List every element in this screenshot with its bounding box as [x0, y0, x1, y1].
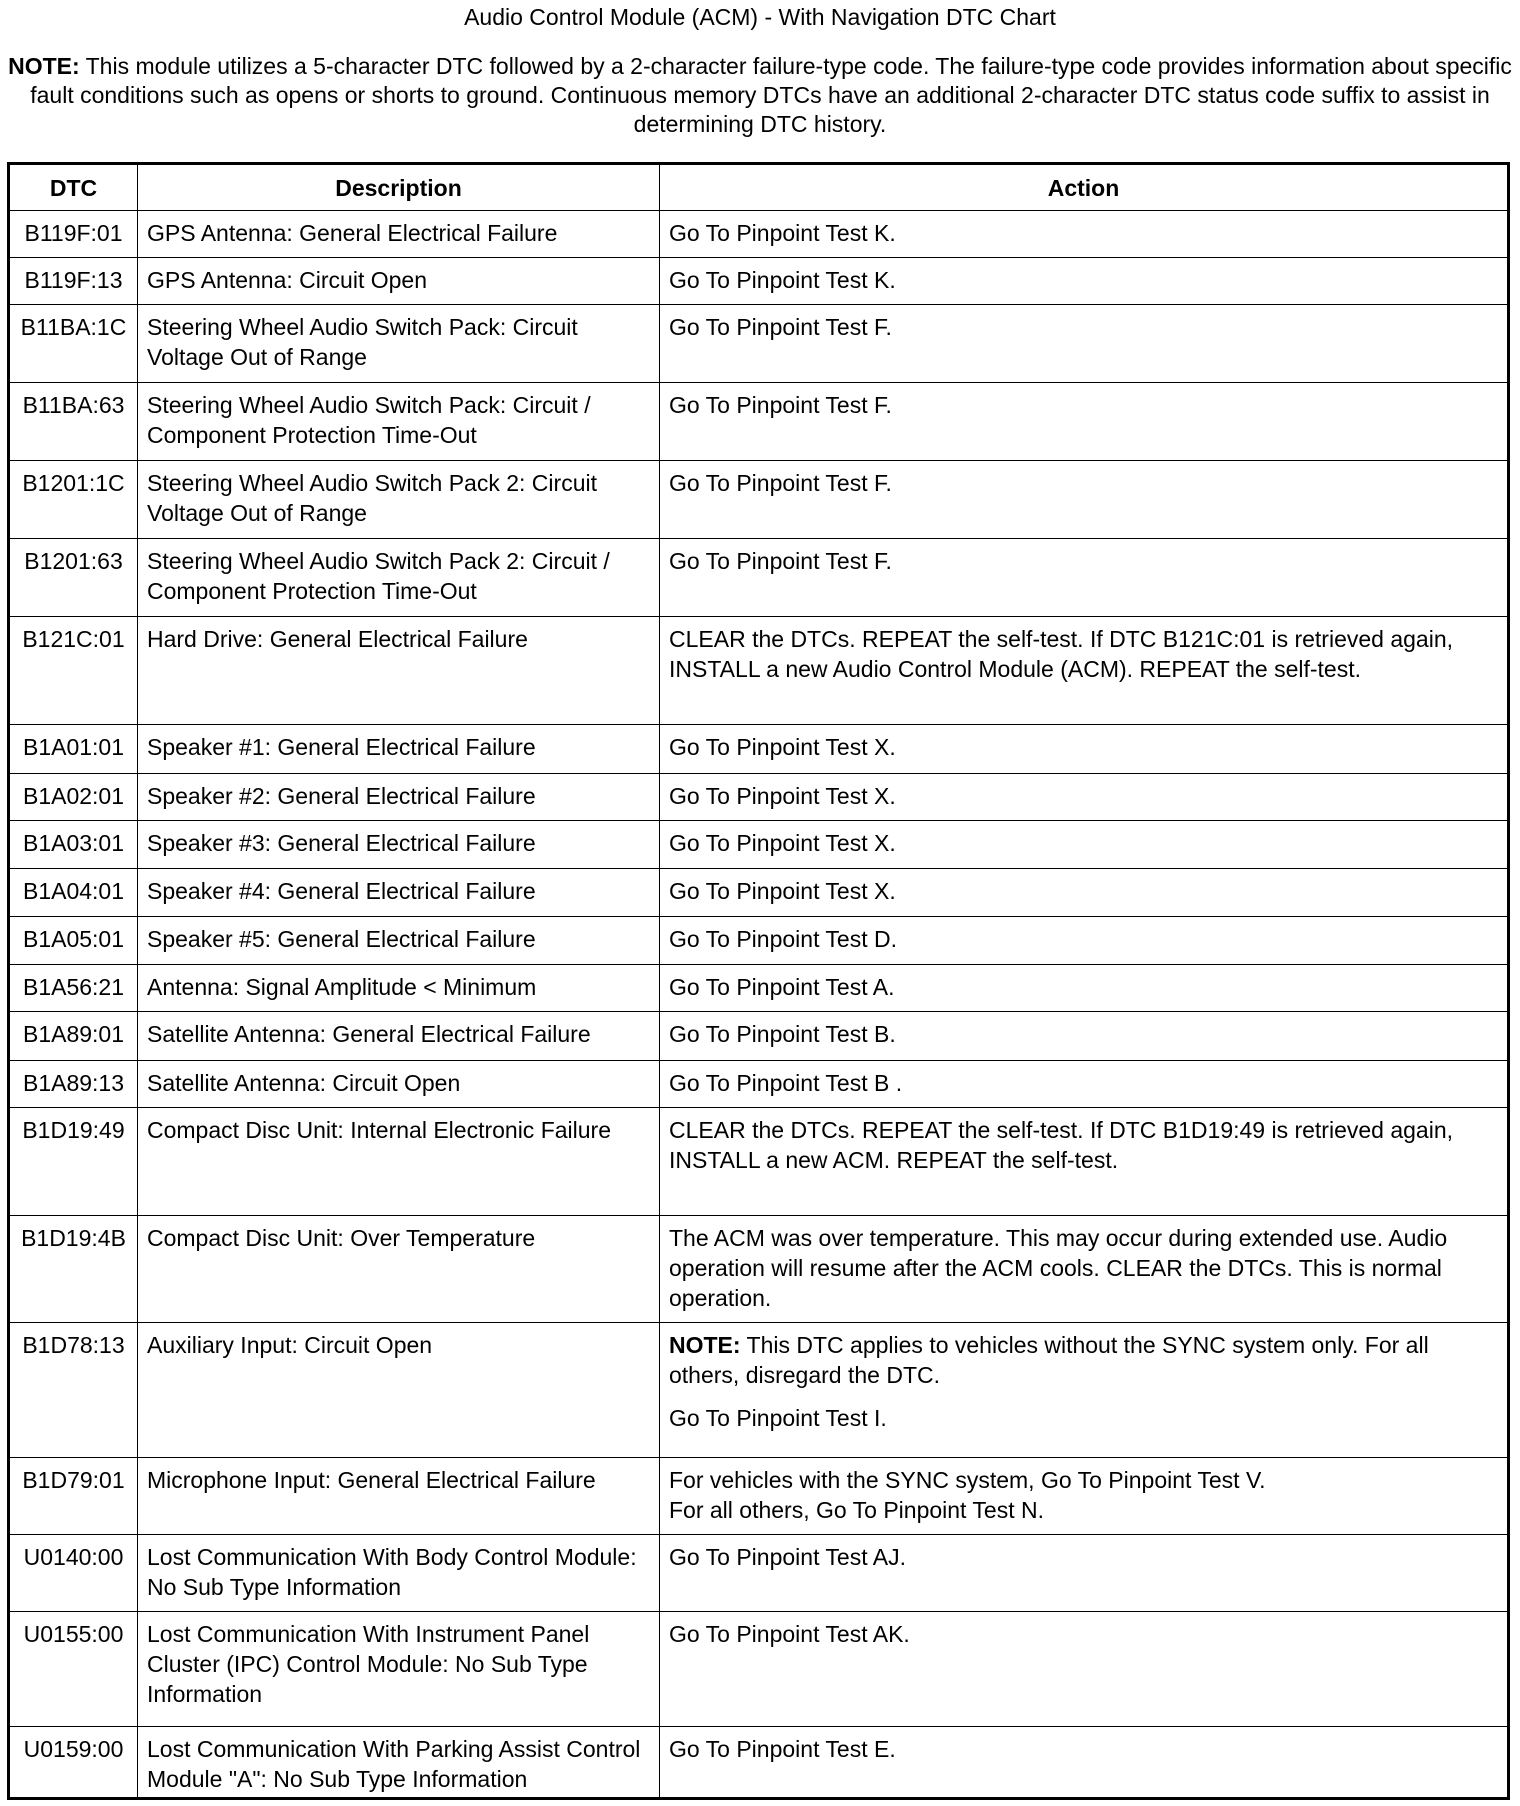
dtc-code: B1D19:4B: [9, 1216, 138, 1323]
action-text: CLEAR the DTCs. REPEAT the self-test. If DTC B1D19:49 is retrieved again, INSTALL a new ACM. REPEAT the self-test.: [669, 1117, 1454, 1173]
action-text: Go To Pinpoint Test B .: [669, 1070, 903, 1096]
chart-title: Audio Control Module (ACM) - With Navigation DTC Chart: [464, 4, 1056, 30]
action-text: Go To Pinpoint Test F.: [669, 314, 892, 340]
table-row: [9, 1612, 1509, 1727]
dtc-description: Speaker #1: General Electrical Failure: [138, 725, 660, 774]
dtc-code: B1A04:01: [9, 869, 138, 917]
action-note-label: NOTE:: [669, 1332, 741, 1358]
action-text: For vehicles with the SYNC system, Go To Pinpoint Test V.: [669, 1467, 1266, 1493]
header-description: Description: [138, 164, 660, 211]
dtc-description: Steering Wheel Audio Switch Pack: Circuit / Component Protection Time-Out: [138, 383, 660, 461]
dtc-code: B1A03:01: [9, 821, 138, 869]
table-row: [9, 1061, 1509, 1108]
dtc-action: [660, 1108, 1509, 1216]
dtc-code: B119F:13: [9, 258, 138, 305]
table-row: [9, 211, 1509, 258]
dtc-description: Speaker #2: General Electrical Failure: [138, 774, 660, 821]
dtc-description: Compact Disc Unit: Internal Electronic Failure: [138, 1108, 660, 1216]
dtc-code: B1A89:01: [9, 1012, 138, 1061]
table-row: [9, 305, 1509, 383]
table-row: [9, 461, 1509, 539]
dtc-description: GPS Antenna: General Electrical Failure: [138, 211, 660, 258]
dtc-code: B1A02:01: [9, 774, 138, 821]
dtc-description: Steering Wheel Audio Switch Pack 2: Circuit / Component Protection Time-Out: [138, 539, 660, 617]
dtc-action: [660, 821, 1509, 869]
action-note: [669, 1330, 1498, 1390]
dtc-code: U0155:00: [9, 1612, 138, 1727]
action-text: Go To Pinpoint Test AJ.: [669, 1544, 906, 1570]
dtc-code: U0159:00: [9, 1727, 138, 1799]
action-text: Go To Pinpoint Test A.: [669, 974, 895, 1000]
table-row: [9, 869, 1509, 917]
table-row: [9, 383, 1509, 461]
dtc-table: [7, 162, 1510, 1800]
dtc-action: [660, 725, 1509, 774]
action-text: Go To Pinpoint Test K.: [669, 267, 896, 293]
action-text: Go To Pinpoint Test X.: [669, 830, 896, 856]
action-text: Go To Pinpoint Test D.: [669, 926, 898, 952]
dtc-action: [660, 1323, 1509, 1458]
action-text: CLEAR the DTCs. REPEAT the self-test. If DTC B121C:01 is retrieved again, INSTALL a new Audio Control Module (ACM). REPEAT the self-test.: [669, 626, 1454, 682]
dtc-action: [660, 258, 1509, 305]
action-text: Go To Pinpoint Test F.: [669, 548, 892, 574]
table-row: [9, 774, 1509, 821]
dtc-action: [660, 617, 1509, 725]
action-text: Go To Pinpoint Test X.: [669, 734, 896, 760]
dtc-code: B1D78:13: [9, 1323, 138, 1458]
action-note-text: This DTC applies to vehicles without the SYNC system only. For all others, disregard the DTC.: [669, 1332, 1429, 1388]
dtc-description: Lost Communication With Instrument Panel Cluster (IPC) Control Module: No Sub Type Information: [138, 1612, 660, 1727]
dtc-action: [660, 305, 1509, 383]
dtc-action: [660, 1061, 1509, 1108]
note-label: NOTE:: [8, 53, 80, 79]
dtc-action: [660, 869, 1509, 917]
dtc-action: [660, 1216, 1509, 1323]
table-row: [9, 617, 1509, 725]
action-text: For all others, Go To Pinpoint Test N.: [669, 1497, 1044, 1523]
dtc-description: Compact Disc Unit: Over Temperature: [138, 1216, 660, 1323]
dtc-description: GPS Antenna: Circuit Open: [138, 258, 660, 305]
table-row: [9, 965, 1509, 1012]
header-dtc: DTC: [9, 164, 138, 211]
intro-note: [6, 52, 1514, 139]
table-row: [9, 821, 1509, 869]
dtc-action: [660, 965, 1509, 1012]
dtc-code: B1A01:01: [9, 725, 138, 774]
dtc-action: [660, 461, 1509, 539]
action-text: Go To Pinpoint Test E.: [669, 1736, 896, 1762]
action-text: Go To Pinpoint Test F.: [669, 470, 892, 496]
dtc-action: [660, 211, 1509, 258]
action-text: Go To Pinpoint Test B.: [669, 1021, 896, 1047]
dtc-description: Satellite Antenna: Circuit Open: [138, 1061, 660, 1108]
dtc-code: B1A05:01: [9, 917, 138, 965]
action-text: Go To Pinpoint Test X.: [669, 878, 896, 904]
dtc-code: B1201:1C: [9, 461, 138, 539]
dtc-description: Antenna: Signal Amplitude < Minimum: [138, 965, 660, 1012]
table-row: [9, 1216, 1509, 1323]
dtc-action: [660, 1612, 1509, 1727]
table-row: [9, 1727, 1509, 1799]
dtc-action: [660, 1535, 1509, 1612]
table-row: [9, 917, 1509, 965]
dtc-description: Lost Communication With Body Control Module: No Sub Type Information: [138, 1535, 660, 1612]
table-row: [9, 258, 1509, 305]
dtc-description: Speaker #4: General Electrical Failure: [138, 869, 660, 917]
table-row: [9, 1108, 1509, 1216]
dtc-description: Speaker #3: General Electrical Failure: [138, 821, 660, 869]
dtc-code: B11BA:63: [9, 383, 138, 461]
dtc-code: B1A56:21: [9, 965, 138, 1012]
dtc-action: [660, 774, 1509, 821]
header-action: Action: [660, 164, 1509, 211]
dtc-description: Steering Wheel Audio Switch Pack 2: Circuit Voltage Out of Range: [138, 461, 660, 539]
dtc-description: Auxiliary Input: Circuit Open: [138, 1323, 660, 1458]
dtc-action: [660, 383, 1509, 461]
dtc-description: Steering Wheel Audio Switch Pack: Circuit Voltage Out of Range: [138, 305, 660, 383]
dtc-action: [660, 539, 1509, 617]
dtc-description: Lost Communication With Parking Assist Control Module "A": No Sub Type Information: [138, 1727, 660, 1799]
action-text: Go To Pinpoint Test AK.: [669, 1621, 910, 1647]
dtc-code: B1201:63: [9, 539, 138, 617]
dtc-action: [660, 1458, 1509, 1535]
table-row: [9, 1323, 1509, 1458]
dtc-description: Speaker #5: General Electrical Failure: [138, 917, 660, 965]
table-row: [9, 1535, 1509, 1612]
table-row: [9, 539, 1509, 617]
action-text: Go To Pinpoint Test K.: [669, 220, 896, 246]
note-text: This module utilizes a 5-character DTC followed by a 2-character failure-type code. The failure-type code provides information about specific fault conditions such as opens or shorts to ground. Continuous memory DTCs have an additional 2-character DTC status code suffix to assist in determining DTC history.: [30, 53, 1512, 137]
table-row: [9, 1012, 1509, 1061]
dtc-code: B1D79:01: [9, 1458, 138, 1535]
table-row: [9, 725, 1509, 774]
dtc-code: U0140:00: [9, 1535, 138, 1612]
dtc-code: B119F:01: [9, 211, 138, 258]
dtc-code: B1D19:49: [9, 1108, 138, 1216]
dtc-action: [660, 1727, 1509, 1799]
dtc-action: [660, 917, 1509, 965]
dtc-action: [660, 1012, 1509, 1061]
action-text: Go To Pinpoint Test F.: [669, 392, 892, 418]
dtc-code: B1A89:13: [9, 1061, 138, 1108]
table-header-row: [9, 164, 1509, 211]
dtc-description: Hard Drive: General Electrical Failure: [138, 617, 660, 725]
dtc-code: B121C:01: [9, 617, 138, 725]
dtc-description: Satellite Antenna: General Electrical Failure: [138, 1012, 660, 1061]
table-row: [9, 1458, 1509, 1535]
dtc-code: B11BA:1C: [9, 305, 138, 383]
action-text: Go To Pinpoint Test I.: [669, 1405, 887, 1431]
action-text: Go To Pinpoint Test X.: [669, 783, 896, 809]
action-text: The ACM was over temperature. This may occur during extended use. Audio operation will resume after the ACM cools. CLEAR the DTCs. This is normal operation.: [669, 1225, 1448, 1311]
dtc-description: Microphone Input: General Electrical Failure: [138, 1458, 660, 1535]
